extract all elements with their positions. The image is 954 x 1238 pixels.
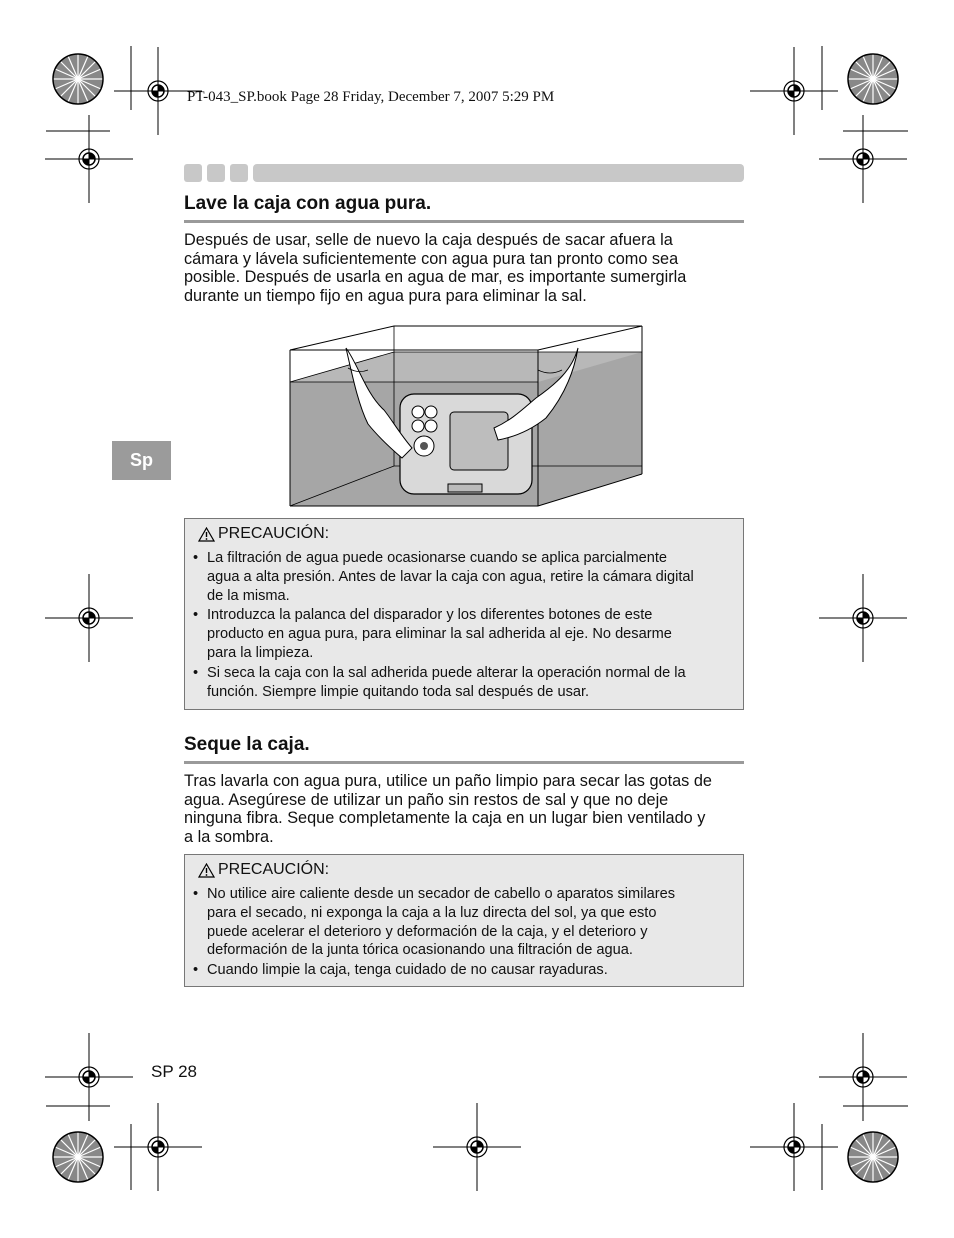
list-item: • Si seca la caja con la sal adherida puede alterar la operación normal de la función. Siempre limpie quitando toda sal después de usar.: [193, 664, 686, 700]
list-item: • Cuando limpie la caja, tenga cuidado de no causar rayaduras.: [193, 962, 608, 979]
caution-box-washing: [184, 518, 744, 710]
caution-box-drying: [184, 854, 744, 987]
heading-rule: [184, 220, 744, 223]
dry-instructions-paragraph: Tras lavarla con agua pura, utilice un paño limpio para secar las gotas de agua. Asegúrese de utilizar un paño sin restos de sal y que no deje ninguna fibra. Seque completamente la caja en un lugar bien ventilado y a la sombra.: [184, 772, 712, 847]
washing-illustration: [288, 324, 644, 508]
list-item: • La filtración de agua puede ocasionarse cuando se aplica parcialmente agua a alta presión. Antes de lavar la caja con agua, retire la cámara digital de la misma.: [193, 550, 694, 604]
page-number: SP 28: [151, 1062, 198, 1081]
heading-rule: [184, 761, 744, 764]
list-item: • No utilice aire caliente desde un secador de cabello o aparatos similares para el secado, ni exponga la caja a la luz directa del sol, ya que esto puede acelerar el deterioro y deformación de la caja, y el deterioro y deformación de la junta tórica ocasionando una filtración de agua.: [193, 886, 676, 959]
list-item: • Introduzca la palanca del disparador y los diferentes botones de este producto en agua pura, para eliminar la sal adherida al eje. No desarme para la limpieza.: [193, 607, 672, 661]
book-file-header: PT-043_SP.book Page 28 Friday, December 7, 2007 5:29 PM: [187, 89, 555, 105]
wash-instructions-paragraph: Después de usar, selle de nuevo la caja después de sacar afuera la cámara y lávela suficientemente con agua pura tan pronto como sea posible. Después de usarla en agua de mar, es importante sumergirla durante un tiempo fijo en agua pura para eliminar la sal.: [184, 231, 687, 306]
caution-title: PRECAUCIÓN:: [198, 861, 329, 879]
warning-triangle-icon: [198, 527, 215, 542]
warning-triangle-icon: [198, 863, 215, 878]
section-heading-dry: Seque la caja.: [184, 734, 310, 755]
language-tab-sp: Sp: [112, 441, 171, 480]
caution-title: PRECAUCIÓN:: [198, 525, 329, 543]
section-decoration-bar: [184, 164, 744, 182]
section-heading-wash: Lave la caja con agua pura.: [184, 193, 432, 214]
